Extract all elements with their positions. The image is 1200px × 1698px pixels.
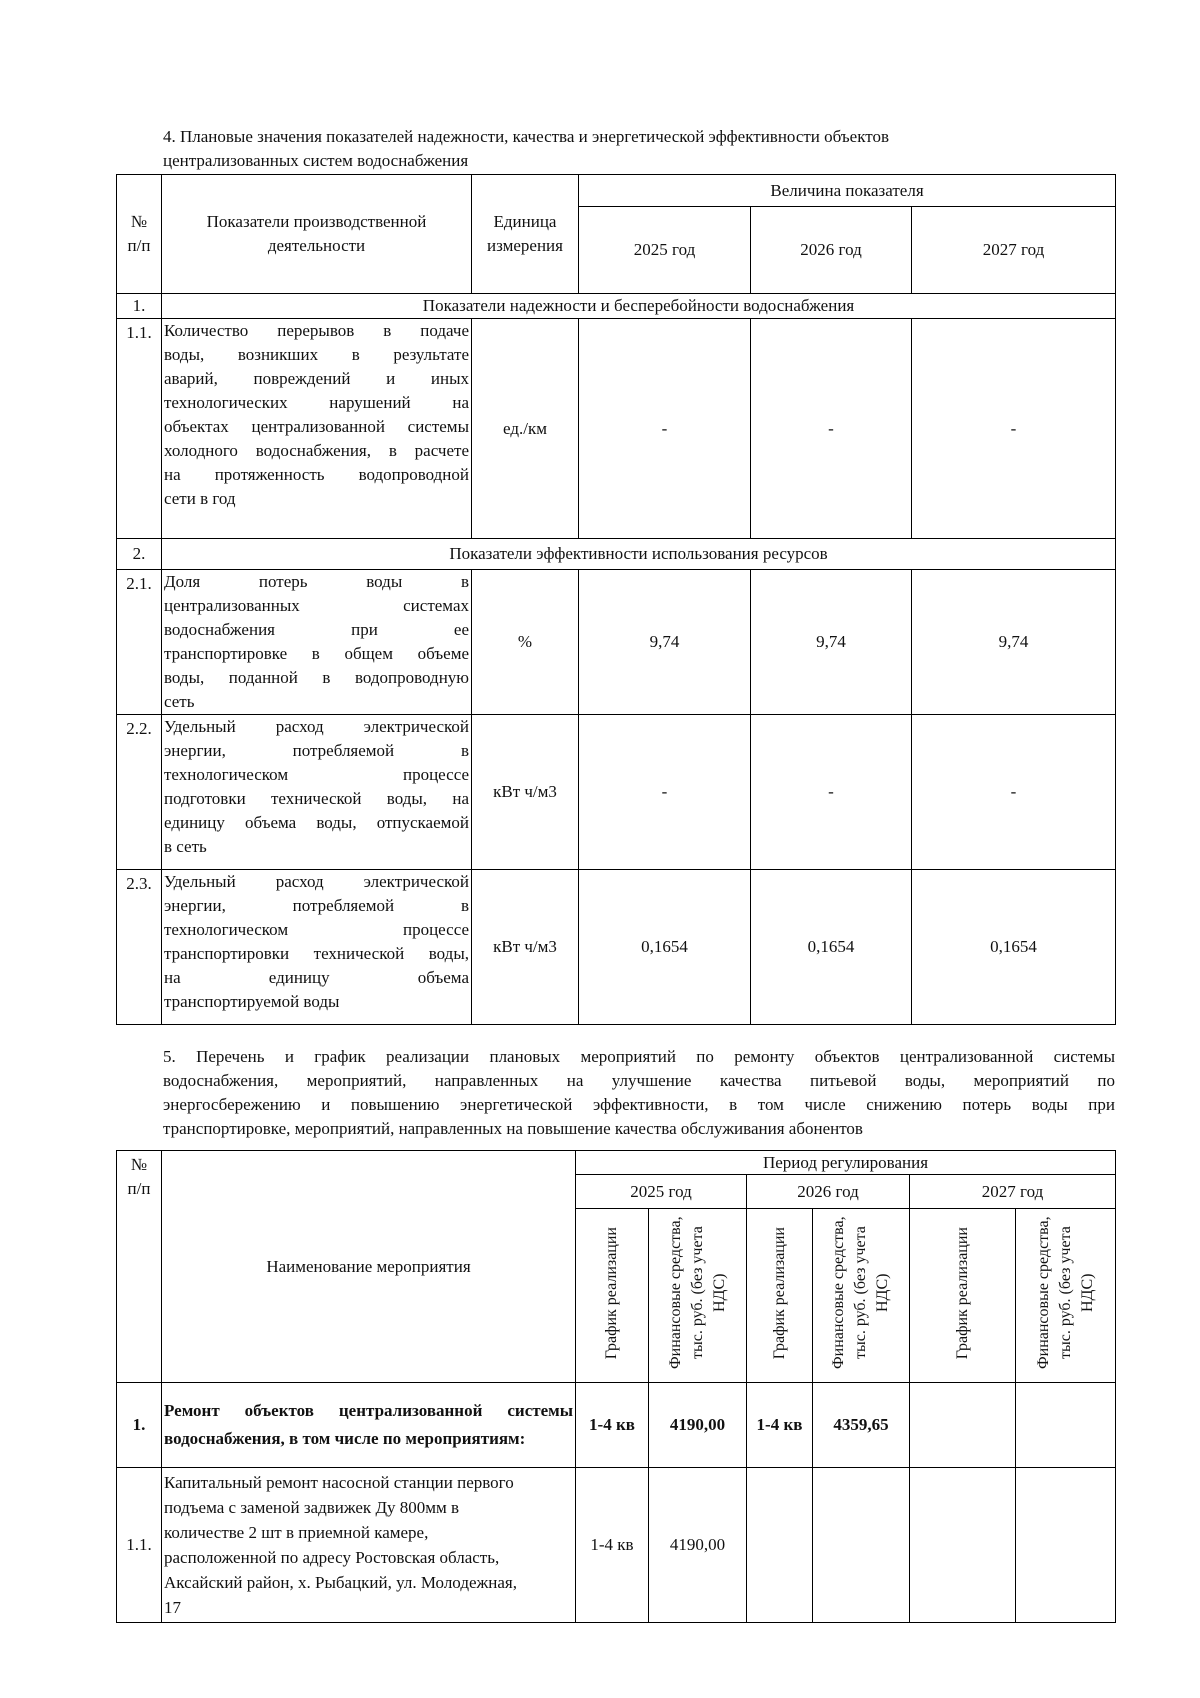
description-line: на протяженность водопроводной [164,465,469,484]
row-num: 1. [117,1383,162,1468]
description-line: аварий, повреждений и иных [164,369,469,388]
description-line: централизованных системах [164,596,469,615]
section-5-heading-line-1: 5. Перечень и график реализации плановых мероприятий по ремонту объектов централизованной системы [163,1047,1115,1066]
section-4-heading-line-1: 4. Плановые значения показателей надежности, качества и энергетической эффективности объектов [163,127,889,146]
col-header-unit: Единица измерения [472,175,579,294]
schedule-cell-2027 [910,1468,1016,1623]
description-line: единицу объема воды, отпускаемой [164,813,469,832]
description-line: Удельный расход электрической [164,717,469,736]
value-cell-2026: 9,74 [751,570,912,715]
value-cell-2025: 9,74 [579,570,751,715]
finance-cell-2026: 4359,65 [813,1383,910,1468]
measure-name: Капитальный ремонт насосной станции первого подъема с заменой задвижек Ду 800мм в количестве 2 шт в приемной камере, расположенной по адресу Ростовская область, Аксайский район, х. Рыбацкий, ул. Молодежная, 17 [162,1468,576,1623]
description-line: технологическом процессе [164,920,469,939]
row-num: 1.1. [117,319,162,539]
table-row [117,1468,1116,1623]
section-5-heading-line-4: транспортировке, мероприятий, направленных на повышение качества обслуживания абонентов [163,1119,863,1138]
unit-cell: % [472,570,579,715]
description-line: водоснабжения при ее [164,620,469,639]
col-header-finance-2027: Финансовые средства, тыс. руб. (без учета НДС) [1016,1209,1116,1383]
description-line: холодного водоснабжения, в расчете [164,441,469,460]
unit-cell: ед./км [472,319,579,539]
row-num: 2.3. [117,870,162,1025]
col-header-schedule-2025: График реализации [576,1209,649,1383]
finance-cell-2027 [1016,1468,1116,1623]
description-line: подготовки технической воды, на [164,789,469,808]
value-cell-2026: - [751,319,912,539]
measures-table [116,1150,1116,1623]
group-title: Показатели эффективности использования ресурсов [162,539,1116,570]
value-cell-2025: - [579,715,751,870]
indicator-description [162,870,472,1025]
description-line: энергии, потребляемой в [164,741,469,760]
group-num: 2. [117,539,162,570]
group-num: 1. [117,294,162,319]
section-4-heading-line-2: централизованных систем водоснабжения [163,151,469,170]
group-title: Показатели надежности и бесперебойности водоснабжения [162,294,1116,319]
description-line: объектах централизованной системы [164,417,469,436]
row-num: 2.2. [117,715,162,870]
unit-cell: кВт ч/м3 [472,870,579,1025]
col-header-num: № п/п [117,1151,162,1383]
unit-cell: кВт ч/м3 [472,715,579,870]
row-num: 2.1. [117,570,162,715]
indicator-description [162,715,472,870]
description-line: сети в год [164,489,236,508]
measure-name: Ремонт объектов централизованной системы водоснабжения, в том числе по мероприятиям: [162,1383,576,1468]
value-cell-2027: 0,1654 [912,870,1116,1025]
col-header-schedule-2026: График реализации [747,1209,813,1383]
description-line: Доля потерь воды в [164,572,469,591]
value-cell-2027: - [912,319,1116,539]
finance-cell-2025: 4190,00 [649,1383,747,1468]
description-line: воды, поданной в водопроводную [164,668,469,687]
indicator-description [162,319,472,539]
description-line: технологических нарушений на [164,393,469,412]
section-5-heading [163,1045,1115,1141]
value-cell-2026: 0,1654 [751,870,912,1025]
description-line: на единицу объема [164,968,469,987]
description-line: транспортируемой воды [164,992,340,1011]
description-line: технологическом процессе [164,765,469,784]
col-header-num: № п/п [117,175,162,294]
description-line: сеть [164,692,195,711]
schedule-cell-2027 [910,1383,1016,1468]
col-header-indicator: Показатели производственной деятельности [162,175,472,294]
description-line: воды, возникших в результате [164,345,469,364]
description-line: транспортировки технической воды, [164,944,469,963]
section-5-heading-line-2: водоснабжения, мероприятий, направленных на улучшение качества питьевой воды, мероприятий по [163,1071,1115,1090]
table-row [117,1383,1116,1468]
col-header-year-2027: 2027 год [910,1175,1116,1209]
row-num: 1.1. [117,1468,162,1623]
description-line: энергии, потребляемой в [164,896,469,915]
description-line: Количество перерывов в подаче [164,321,469,340]
finance-cell-2025: 4190,00 [649,1468,747,1623]
schedule-cell-2025: 1-4 кв [576,1383,649,1468]
schedule-cell-2025: 1-4 кв [576,1468,649,1623]
value-cell-2027: - [912,715,1116,870]
col-header-year-2026: 2026 год [747,1175,910,1209]
schedule-cell-2026: 1-4 кв [747,1383,813,1468]
finance-cell-2026 [813,1468,910,1623]
col-header-value-group: Величина показателя [579,175,1116,207]
description-line: в сеть [164,837,207,856]
col-header-year-2027: 2027 год [912,207,1116,294]
value-cell-2027: 9,74 [912,570,1116,715]
finance-cell-2027 [1016,1383,1116,1468]
col-header-year-2025: 2025 год [576,1175,747,1209]
section-4-heading [163,125,1115,173]
value-cell-2025: 0,1654 [579,870,751,1025]
col-header-year-2026: 2026 год [751,207,912,294]
col-header-finance-2026: Финансовые средства, тыс. руб. (без учета НДС) [813,1209,910,1383]
section-5-heading-line-3: энергосбережению и повышению энергетической эффективности, в том числе снижению потерь воды при [163,1095,1115,1114]
col-header-name: Наименование мероприятия [162,1151,576,1383]
schedule-cell-2026 [747,1468,813,1623]
description-line: транспортировке в общем объеме [164,644,469,663]
col-header-schedule-2027: График реализации [910,1209,1016,1383]
indicators-table [116,174,1116,1025]
value-cell-2026: - [751,715,912,870]
col-header-year-2025: 2025 год [579,207,751,294]
value-cell-2025: - [579,319,751,539]
col-header-period: Период регулирования [576,1151,1116,1175]
col-header-finance-2025: Финансовые средства, тыс. руб. (без учета НДС) [649,1209,747,1383]
description-line: Удельный расход электрической [164,872,469,891]
indicator-description [162,570,472,715]
